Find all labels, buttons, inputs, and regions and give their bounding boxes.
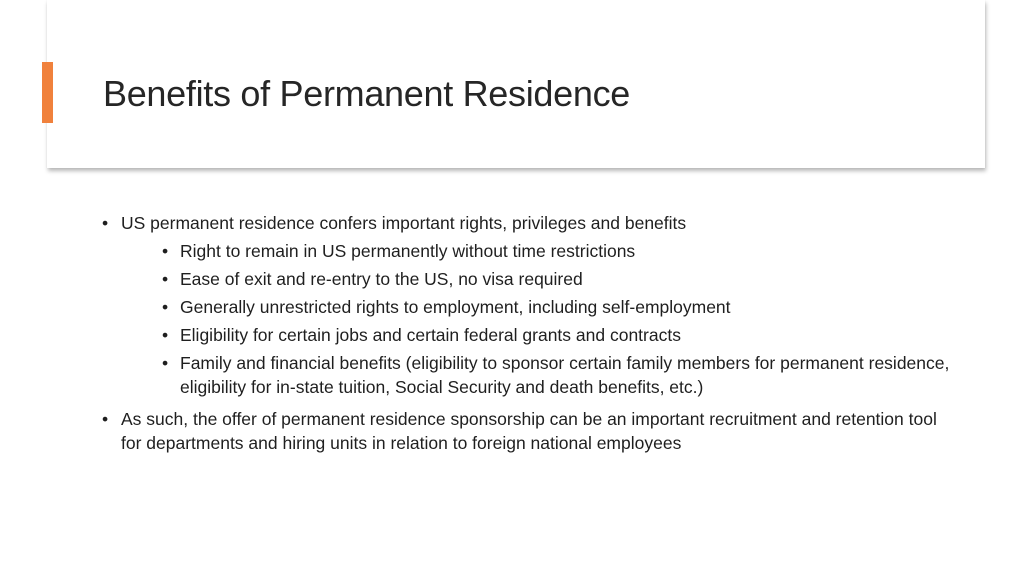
sub-bullet-2-text: Ease of exit and re-entry to the US, no visa required: [180, 269, 583, 289]
sub-bullet-4-text: Eligibility for certain jobs and certain federal grants and contracts: [180, 325, 681, 345]
bullet-2-text: As such, the offer of permanent residence sponsorship can be an important recruitment and retention tool for departments and hiring units in relation to foreign national employees: [121, 409, 937, 453]
bullet-dot: •: [162, 353, 169, 373]
bullet-dot: •: [102, 409, 109, 429]
bullet-dot: •: [162, 241, 169, 261]
sub-bullet-5: [121, 351, 960, 399]
sub-bullet-1-text: Right to remain in US permanently without time restrictions: [180, 241, 636, 261]
slide-body: [100, 211, 960, 459]
bullet-dot: •: [162, 269, 169, 289]
bullet-dot: •: [102, 213, 109, 233]
bullet-dot: •: [162, 325, 169, 345]
slide-title: Benefits of Permanent Residence: [103, 73, 631, 114]
bullet-1-text: US permanent residence confers important rights, privileges and benefits: [121, 213, 687, 233]
bullet-dot: •: [162, 297, 169, 317]
bullet-2: [100, 407, 960, 455]
sub-bullet-3: [121, 295, 960, 319]
bullet-1: [100, 211, 960, 399]
sub-bullet-3-text: Generally unrestricted rights to employment, including self-employment: [180, 297, 731, 317]
sub-bullet-4: [121, 323, 960, 347]
title-accent-bar: [42, 62, 53, 123]
sub-bullet-5-text: Family and financial benefits (eligibility to sponsor certain family members for permanent residence, eligibility for in-state tuition, Social Security and death benefits, etc.): [180, 353, 950, 397]
sub-bullet-1: [121, 239, 960, 263]
bullet-1-sublist: [121, 239, 960, 399]
sub-bullet-2: [121, 267, 960, 291]
